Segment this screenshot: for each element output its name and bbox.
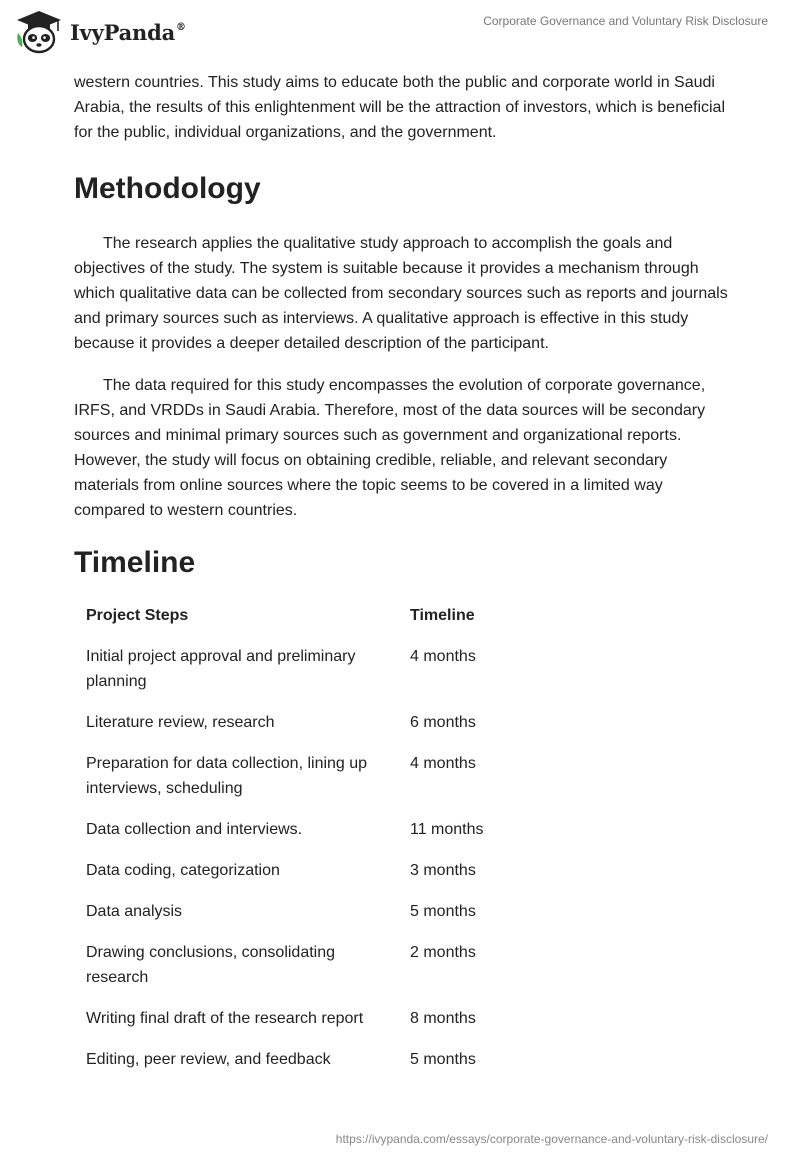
duration-cell: 11 months [410, 821, 484, 838]
duration-cell: 5 months [410, 1051, 476, 1068]
brand-name: IvyPanda® [70, 19, 186, 45]
project-step-cell: Initial project approval and preliminary planning [86, 648, 356, 690]
methodology-paragraph: The research applies the qualitative study approach to accomplish the goals and objectives of the study. The system is suitable because it provides a mechanism through which qualitative data can be collected from secondary sources such as reports and journals and primary sources such as interviews. A qualitative approach is effective in this study because it provides a deeper detailed description of the participant. [74, 235, 728, 352]
intro-paragraph: western countries. This study aims to educate both the public and corporate world in Saudi Arabia, the results of this enlightenment will be the attraction of investors, which is beneficial for the public, individual organizations, and the government. [74, 74, 725, 141]
document-title: Corporate Governance and Voluntary Risk Disclosure [483, 14, 768, 28]
column-header-timeline: Timeline [410, 607, 475, 624]
project-step-cell: Literature review, research [86, 714, 275, 731]
project-step-cell: Writing final draft of the research report [86, 1010, 364, 1027]
duration-cell: 3 months [410, 862, 476, 879]
table-row [74, 998, 574, 1039]
timeline-heading: Timeline [74, 546, 196, 579]
project-step-cell: Data collection and interviews. [86, 821, 303, 838]
project-step-cell: Editing, peer review, and feedback [86, 1051, 331, 1068]
duration-cell: 2 months [410, 944, 476, 961]
methodology-paragraph: The data required for this study encompasses the evolution of corporate governance, IRFS, and VRDDs in Saudi Arabia. Therefore, most of the data sources will be secondary sources and minimal primary sources such as government and organizational reports. However, the study will focus on obtaining credible, reliable, and relevant secondary materials from online sources where the topic seems to be covered in a limited way compared to western countries. [74, 377, 706, 519]
table-row [74, 702, 574, 743]
project-step-cell: Data coding, categorization [86, 862, 280, 879]
panda-graduate-icon [14, 9, 64, 55]
project-step-cell: Drawing conclusions, consolidating research [86, 944, 336, 986]
methodology-heading: Methodology [74, 172, 261, 205]
source-url[interactable]: https://ivypanda.com/essays/corporate-governance-and-voluntary-risk-disclosure/ [335, 1132, 768, 1146]
table-header-row [74, 595, 574, 636]
table-row [74, 850, 574, 891]
project-step-cell: Preparation for data collection, lining up interviews, scheduling [86, 755, 368, 797]
duration-cell: 8 months [410, 1010, 476, 1027]
table-row [74, 809, 574, 850]
table-row [74, 743, 574, 809]
essay-body [74, 70, 734, 1080]
table-row [74, 932, 574, 998]
timeline-table [74, 595, 574, 1080]
table-row [74, 636, 574, 702]
duration-cell: 6 months [410, 714, 476, 731]
duration-cell: 5 months [410, 903, 476, 920]
duration-cell: 4 months [410, 648, 476, 665]
ivypanda-logo[interactable] [14, 9, 186, 55]
project-step-cell: Data analysis [86, 903, 183, 920]
duration-cell: 4 months [410, 755, 476, 772]
table-row [74, 1039, 574, 1080]
page-header [0, 0, 800, 66]
table-row [74, 891, 574, 932]
column-header-project-steps: Project Steps [86, 607, 189, 624]
